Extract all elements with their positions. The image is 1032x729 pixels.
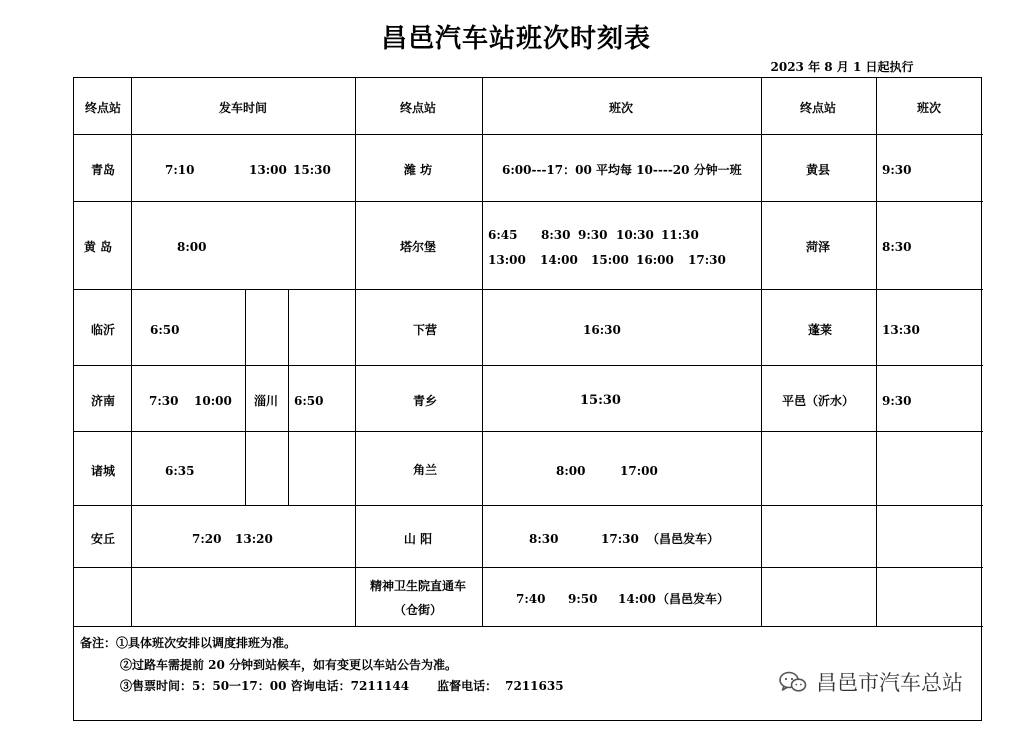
trip-time: 7:40: [516, 592, 546, 606]
trip-time: 11:30: [661, 228, 699, 242]
trip-time: 14:00: [618, 592, 656, 606]
station-name: （仓街）: [393, 603, 443, 617]
trip-time: 13:00: [488, 253, 526, 267]
header-departure-time: 发车时间: [218, 101, 268, 115]
trip-time: 8:00: [556, 464, 586, 478]
departure-time: 13:20: [235, 532, 273, 546]
page-title: 昌邑汽车站班次时刻表: [380, 24, 651, 54]
trip-time: 6:45: [488, 228, 518, 242]
header-terminal: 终点站: [84, 101, 122, 115]
row-line: [74, 505, 983, 506]
trip-time: 17:30: [601, 532, 639, 546]
departure-time: 6:50: [150, 323, 180, 337]
supervise-phone: 7211635: [505, 679, 564, 693]
station-name: 济南: [90, 394, 116, 408]
station-name: 青乡: [412, 394, 438, 408]
trip-time: 16:30: [583, 323, 621, 337]
row-line: [74, 289, 983, 290]
note-1: ①具体班次安排以调度排班为准。: [116, 636, 297, 650]
trip-time: 9:30: [882, 163, 912, 177]
row-line: [74, 567, 983, 568]
note-2: ②过路车需提前 20 分钟到站候车，如有变更以车站公告为准。: [120, 658, 458, 672]
trip-time: 17:30: [688, 253, 726, 267]
station-name: 山 阳: [403, 532, 433, 546]
wechat-icon: [778, 670, 808, 694]
departure-time: 7:20: [192, 532, 222, 546]
row-line: [74, 626, 983, 627]
effective-date: 2023 年 8 月 1 日起执行: [770, 60, 914, 74]
departure-time: 6:50: [294, 394, 324, 408]
station-name: 蓬莱: [807, 323, 833, 337]
trip-time: 15:00: [591, 253, 629, 267]
trip-time: 9:30: [578, 228, 608, 242]
departure-time: 13:00: [249, 163, 287, 177]
trip-note: （昌邑发车）: [647, 532, 720, 546]
station-name: 潍 坊: [403, 163, 433, 177]
trip-time: 13:30: [882, 323, 920, 337]
station-name: 平邑（沂水）: [781, 394, 855, 408]
header-terminal: 终点站: [399, 101, 437, 115]
trip-time: 8:30: [541, 228, 571, 242]
station-name: 诸城: [90, 464, 116, 478]
notes-label: 备注：: [80, 636, 117, 650]
trip-time: 8:30: [529, 532, 559, 546]
notes-line-3: [120, 675, 564, 697]
header-trips: 班次: [608, 101, 634, 115]
station-name: 黄 岛: [83, 240, 113, 254]
trip-time: 16:00: [636, 253, 674, 267]
row-line: [74, 134, 983, 135]
trip-note: （昌邑发车）: [657, 592, 730, 606]
row-line: [74, 201, 983, 202]
departure-time: 8:00: [177, 240, 207, 254]
note-3: ③售票时间：5：50一17：00 咨询电话：: [120, 679, 351, 693]
station-name: 青岛: [90, 163, 116, 177]
station-name: 精神卫生院直通车: [369, 579, 467, 593]
watermark: [778, 667, 963, 697]
trip-schedule: 6:00---17：00 平均每 10----20 分钟一班: [502, 163, 742, 177]
station-name: 下营: [412, 323, 438, 337]
departure-time: 7:10: [165, 163, 195, 177]
departure-time: 10:00: [194, 394, 232, 408]
header-trips: 班次: [916, 101, 942, 115]
watermark-text: 昌邑市汽车总站: [816, 671, 963, 695]
timetable: [73, 77, 982, 721]
col-line: [245, 289, 246, 505]
station-name: 菏泽: [805, 240, 831, 254]
station-name: 临沂: [90, 323, 116, 337]
station-name: 塔尔堡: [399, 240, 437, 254]
departure-time: 15:30: [293, 163, 331, 177]
header-terminal: 终点站: [799, 101, 837, 115]
col-line: [131, 78, 132, 626]
station-name: 黄县: [805, 163, 831, 177]
station-name: 安丘: [90, 532, 116, 546]
trip-time: 8:30: [882, 240, 912, 254]
supervise-label: 监督电话：: [437, 679, 498, 693]
trip-time: 17:00: [620, 464, 658, 478]
row-line: [74, 365, 983, 366]
col-line: [482, 78, 483, 626]
trip-time: 15:30: [580, 393, 621, 408]
col-line: [288, 289, 289, 505]
inquiry-phone: 7211144: [350, 679, 410, 693]
col-line: [876, 78, 877, 626]
trip-time: 10:30: [616, 228, 654, 242]
departure-time: 6:35: [165, 464, 195, 478]
trip-time: 9:30: [882, 394, 912, 408]
trip-time: 14:00: [540, 253, 578, 267]
departure-time: 7:30: [149, 394, 179, 408]
trip-time: 9:50: [568, 592, 598, 606]
station-name: 角兰: [412, 463, 438, 477]
col-line: [355, 78, 356, 626]
notes-line-1: [80, 632, 296, 654]
row-line: [74, 431, 983, 432]
station-name: 淄川: [253, 394, 279, 408]
col-line: [761, 78, 762, 626]
